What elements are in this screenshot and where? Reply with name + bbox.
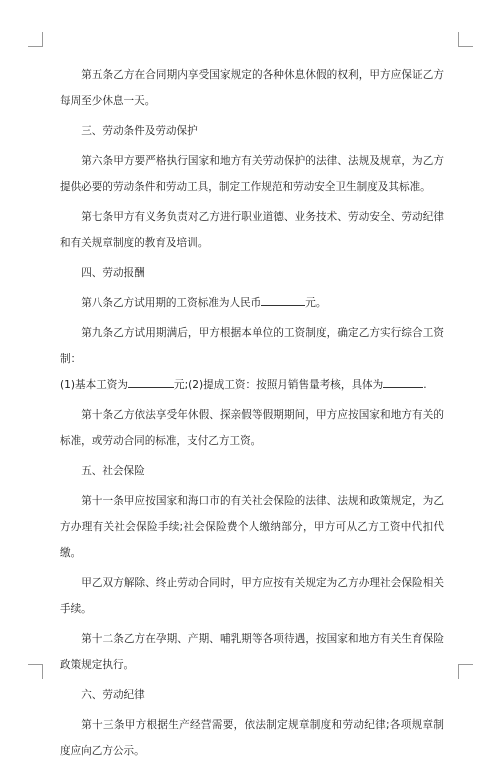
article-6: 第六条甲方要严格执行国家和地方有关劳动保护的法律、法规及规章，为乙方提供必要的劳动条件和劳动工具，制定工作规范和劳动安全卫生制度及其标准。: [60, 155, 444, 193]
section-heading-3: 三、劳动条件及劳动保护: [81, 125, 198, 137]
article-9-base-label: (1)基本工资为: [60, 379, 128, 391]
document-body: [60, 62, 444, 764]
article-7: 第七条甲方有义务负责对乙方进行职业道德、业务技术、劳动安全、劳动纪律和有关规章制度的教育及培训。: [60, 211, 444, 249]
article-9-line2: [60, 372, 444, 398]
crop-mark-top-right: [458, 32, 473, 47]
article-13: 第十三条甲方根据生产经营需要，依法制定规章制度和劳动纪律;各项规章制度应向乙方公示。: [60, 719, 444, 757]
section-heading-4: 四、劳动报酬: [81, 267, 145, 279]
fill-blank-base-salary[interactable]: [128, 386, 174, 388]
article-8-text: 第八条乙方试用期的工资标准为人民币: [81, 297, 262, 309]
crop-mark-bottom-right: [458, 664, 473, 679]
section-heading-5: 五、社会保险: [81, 465, 145, 477]
article-8: [60, 290, 444, 316]
article-5: 第五条乙方在合同期内享受国家规定的各种休息休假的权利，甲方应保证乙方每周至少休息一天。: [60, 69, 444, 107]
article-10: 第十条乙方依法享受年休假、探亲假等假期期间，甲方应按国家和地方有关的标准，或劳动合同的标准，支付乙方工资。: [60, 409, 444, 447]
article-9: 第九条乙方试用期满后，甲方根据本单位的工资制度，确定乙方实行综合工资制：: [60, 327, 444, 365]
article-11: 第十一条甲应按国家和海口市的有关社会保险的法律、法规和政策规定，为乙方办理有关社会保险手续;社会保险费个人缴纳部分，甲方可从乙方工资中代扣代缴。: [60, 495, 444, 559]
crop-mark-bottom-left: [28, 664, 43, 679]
article-12: 第十二条乙方在孕期、产期、哺乳期等各项待遇，按国家和地方有关生育保险政策规定执行。: [60, 633, 444, 671]
article-8-unit: 元。: [305, 297, 327, 309]
article-11-supplement: 甲乙双方解除、终止劳动合同时，甲方应按有关规定为乙方办理社会保险相关手续。: [60, 577, 444, 615]
crop-mark-top-left: [28, 32, 43, 47]
article-9-end: .: [423, 379, 427, 391]
fill-blank-commission[interactable]: [383, 386, 423, 388]
fill-blank-probation-wage[interactable]: [261, 304, 305, 306]
section-heading-6: 六、劳动纪律: [81, 689, 145, 701]
article-9-commission-label: 元;(2)提成工资：按照月销售量考核，具体为: [173, 379, 384, 391]
